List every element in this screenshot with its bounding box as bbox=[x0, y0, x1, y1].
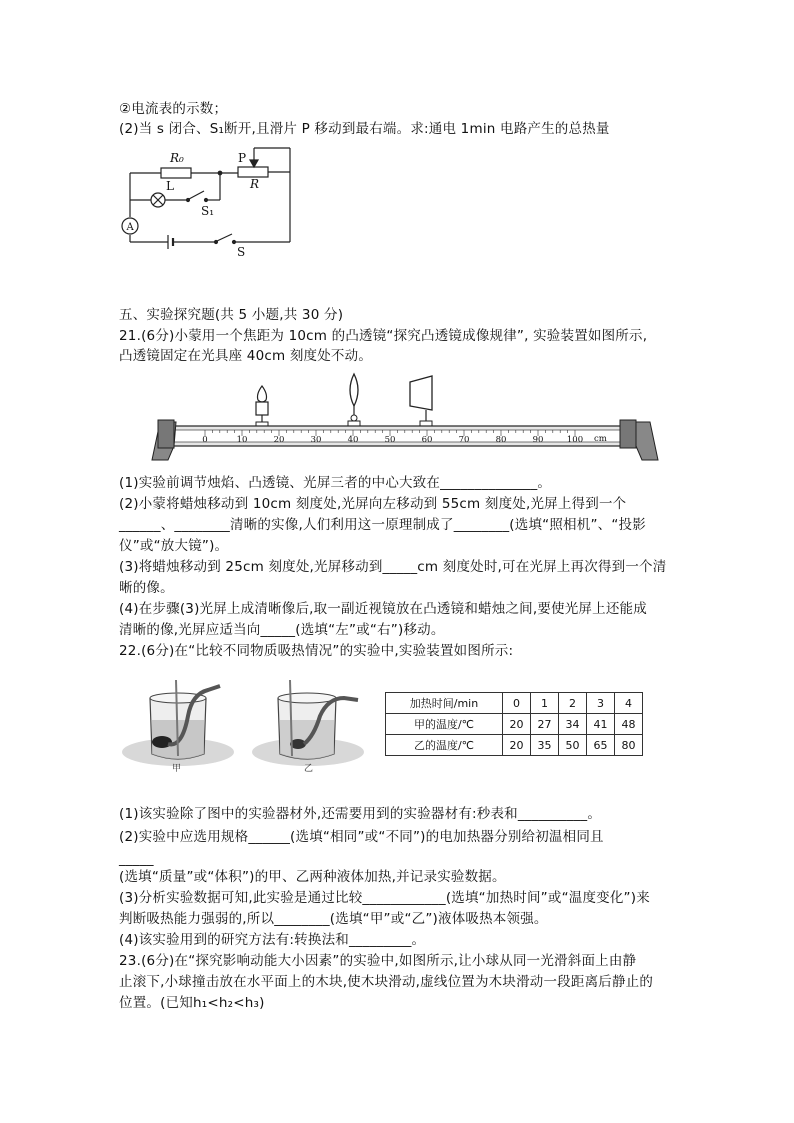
light-screen-icon bbox=[410, 376, 432, 426]
optical-bench-diagram bbox=[150, 372, 660, 467]
table-row bbox=[386, 714, 643, 735]
ruler-tick-label: 90 bbox=[532, 435, 544, 445]
switch-s bbox=[217, 234, 232, 241]
ruler-tick-label: 0 bbox=[202, 435, 208, 445]
table-header-label: 加热时间/min bbox=[386, 693, 503, 714]
question-22-2: (2)实验中应选用规格______(选填“相同”或“不同”)的电加热器分别给初温相同且 bbox=[119, 829, 604, 845]
table-header-row bbox=[386, 693, 643, 714]
ruler-tick-label: 30 bbox=[310, 435, 322, 445]
ruler-tick-label: 20 bbox=[273, 435, 285, 445]
question-22-2-cont: (选填“质量”或“体积”)的甲、乙两种液体加热,并记录实验数据。 bbox=[119, 869, 506, 885]
table-cell: 1 bbox=[531, 693, 559, 714]
beaker-jia bbox=[122, 680, 234, 766]
circuit-diagram bbox=[118, 140, 298, 260]
table-cell: 41 bbox=[587, 714, 615, 735]
table-cell: 20 bbox=[503, 735, 531, 756]
bench-left-leg bbox=[152, 420, 176, 460]
label-yi: 乙 bbox=[304, 764, 314, 774]
slider-arrow-icon bbox=[250, 160, 258, 167]
question-21-2-cont2: 仪”或“放大镜”)。 bbox=[119, 538, 229, 554]
question-21-4: (4)在步骤(3)光屏上成清晰像后,取一副近视镜放在凸透镜和蜡烛之间,要使光屏上还能成 bbox=[119, 601, 647, 617]
label-r0: R₀ bbox=[170, 151, 184, 165]
ruler-tick-label: 10 bbox=[236, 435, 248, 445]
question-22-3-cont: 判断吸热能力强弱的,所以________(选填“甲”或“乙”)液体吸热本领强。 bbox=[119, 911, 548, 927]
question-22-1: (1)该实验除了图中的实验器材外,还需要用到的实验器材有:秒表和__________。 bbox=[119, 806, 602, 822]
table-cell: 0 bbox=[503, 693, 531, 714]
table-cell: 35 bbox=[531, 735, 559, 756]
question-23-prompt: 23.(6分)在“探究影响动能大小因素”的实验中,如图所示,让小球从同一光滑斜面上由静 bbox=[119, 953, 637, 969]
beaker-yi bbox=[252, 680, 364, 766]
label-p: P bbox=[238, 151, 247, 165]
table-cell: 34 bbox=[559, 714, 587, 735]
table-cell: 48 bbox=[615, 714, 643, 735]
question-21-4-cont: 清晰的像,光屏应适当向_____(选填“左”或“右”)移动。 bbox=[119, 622, 445, 638]
ruler-tick-label: 100 bbox=[566, 435, 584, 445]
question-2-prompt: (2)当 s 闭合、S₁断开,且滑片 P 移动到最右端。求:通电 1min 电路产生的总热量 bbox=[119, 121, 610, 137]
table-row bbox=[386, 735, 643, 756]
table-row-label: 甲的温度/℃ bbox=[386, 714, 503, 735]
question-22-3: (3)分析实验数据可知,此实验是通过比较____________(选填“加热时间”或“温度变化”)来 bbox=[119, 890, 650, 906]
heating-beakers-diagram bbox=[118, 676, 380, 776]
section-heading: 五、实验探究题(共 5 小题,共 30 分) bbox=[119, 307, 344, 323]
bench-unit-label: cm bbox=[594, 434, 607, 444]
question-21-2: (2)小蒙将蜡烛移动到 10cm 刻度处,光屏向左移动到 55cm 刻度处,光屏上得到一个 bbox=[119, 496, 627, 512]
table-cell: 2 bbox=[559, 693, 587, 714]
label-jia: 甲 bbox=[172, 764, 182, 774]
label-r: R bbox=[250, 177, 260, 191]
question-21-3: (3)将蜡烛移动到 25cm 刻度处,光屏移动到_____cm 刻度处时,可在光屏上再次得到一个清 bbox=[119, 559, 667, 575]
label-l: L bbox=[166, 179, 174, 193]
table-cell: 50 bbox=[559, 735, 587, 756]
table-cell: 20 bbox=[503, 714, 531, 735]
question-21-prompt: 21.(6分)小蒙用一个焦距为 10cm 的凸透镜“探究凸透镜成像规律”, 实验装置如图所示, bbox=[119, 328, 648, 344]
bench-right-leg bbox=[620, 420, 658, 460]
table-cell: 65 bbox=[587, 735, 615, 756]
ruler-tick-label: 70 bbox=[458, 435, 470, 445]
question-21-2-cont: ______、________清晰的实像,人们利用这一原理制成了________(选填“照相机”、“投影 bbox=[119, 517, 646, 533]
convex-lens-icon bbox=[348, 374, 360, 426]
question-23-prompt-cont: 止滚下,小球撞击放在水平面上的木块,使木块滑动,虚线位置为木块滑动一段距离后静止的 bbox=[119, 974, 654, 990]
candle-icon bbox=[256, 386, 268, 426]
switch-s1 bbox=[189, 191, 204, 199]
question-21-1: (1)实验前调节烛焰、凸透镜、光屏三者的中心大致在______________。 bbox=[119, 475, 552, 491]
label-s1: S₁ bbox=[201, 204, 215, 218]
table-cell: 80 bbox=[615, 735, 643, 756]
table-cell: 27 bbox=[531, 714, 559, 735]
ruler-tick-label: 60 bbox=[421, 435, 433, 445]
ruler-tick-label: 40 bbox=[347, 435, 359, 445]
question-21-3-cont: 晰的像。 bbox=[119, 580, 174, 596]
resistor-r0 bbox=[161, 168, 191, 178]
question-21-prompt-cont: 凸透镜固定在光具座 40cm 刻度处不动。 bbox=[119, 348, 373, 364]
question-22-prompt: 22.(6分)在“比较不同物质吸热情况”的实验中,实验装置如图所示: bbox=[119, 643, 514, 659]
text-line: ②电流表的示数； bbox=[119, 101, 228, 117]
table-row-label: 乙的温度/℃ bbox=[386, 735, 503, 756]
question-22-4: (4)该实验用到的研究方法有:转换法和_________。 bbox=[119, 932, 426, 948]
question-23-prompt-cont2: 位置。(已知h₁<h₂<h₃) bbox=[119, 995, 265, 1011]
table-cell: 3 bbox=[587, 693, 615, 714]
ruler-tick-label: 80 bbox=[495, 435, 507, 445]
label-a: A bbox=[126, 222, 134, 233]
ruler-tick-label: 50 bbox=[384, 435, 396, 445]
temperature-table bbox=[385, 692, 643, 756]
table-cell: 4 bbox=[615, 693, 643, 714]
question-22-2-blank: _____ bbox=[119, 851, 154, 867]
rheostat-r bbox=[238, 167, 268, 177]
label-s: S bbox=[237, 245, 246, 259]
